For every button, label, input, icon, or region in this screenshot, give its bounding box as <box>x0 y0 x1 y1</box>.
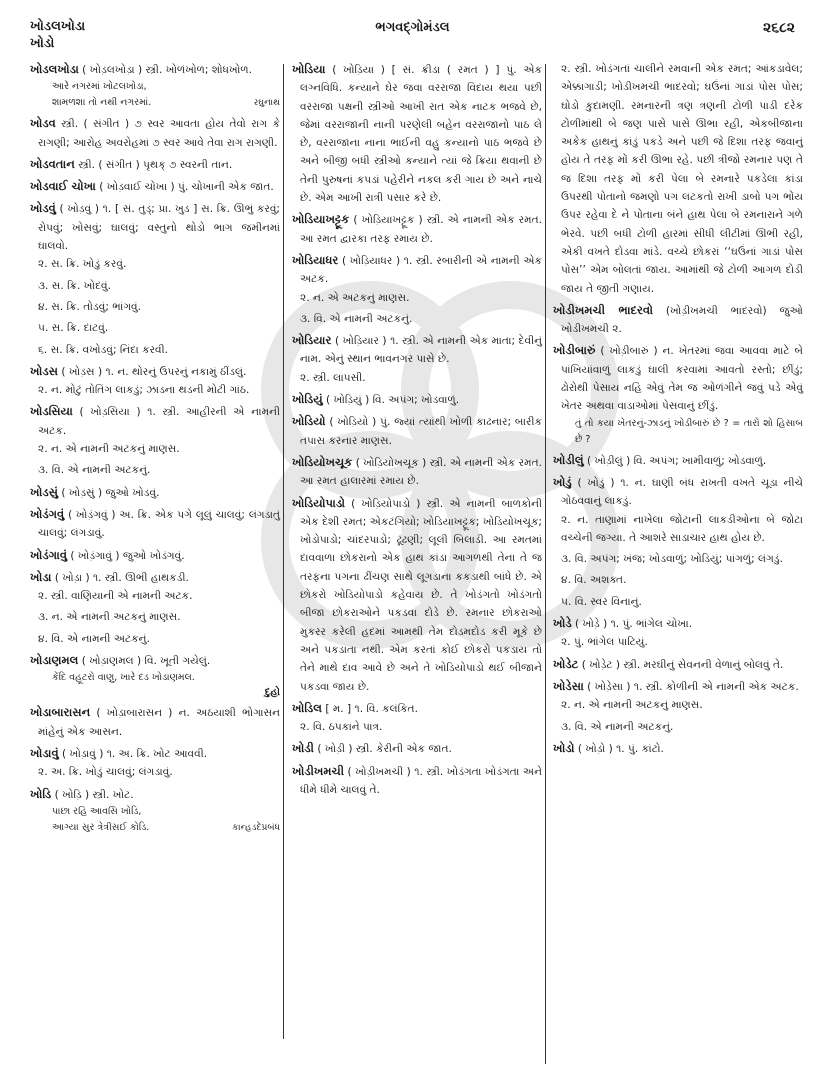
dictionary-entry <box>30 114 280 152</box>
entry-definition <box>553 341 803 415</box>
dictionary-entry <box>553 301 803 339</box>
quote-text: આગ્યા સુર ત્રેત્રીસઈ કોડિ. <box>52 821 150 833</box>
dictionary-entry <box>30 483 280 502</box>
entry-text: ( ખોડ઼ીલું ) વિ. અપંગ; ખામીવાળું; ખોડવાળું. <box>587 454 767 467</box>
entry-sense: ૫. સ. ક્રિ. દાટવું. <box>38 322 109 335</box>
entry-text: ( ખોડ઼ો ) ૧. પું. કાંટો. <box>577 742 664 755</box>
entry-quote-line <box>30 804 280 820</box>
dictionary-entry <box>292 251 542 328</box>
entry-definition <box>292 453 542 491</box>
entry-text: ( ખોડ઼ા ) ૧. સ્ત્રી. ઊભી હાથકડી. <box>54 571 189 584</box>
guide-word-first: ખોડલખોડા <box>30 19 86 34</box>
entry-headword: ખોડીલું <box>553 452 584 467</box>
entry-definition <box>553 677 803 696</box>
entry-text: ( ખોડ઼ું ) ૧. ન. ઘાણી બંધ રાખતી વખતે ચૂડા નીચે ગોઠવવાનું લાકડું. <box>561 476 803 508</box>
page-header <box>0 0 825 56</box>
entry-definition <box>292 412 542 450</box>
entry-definition <box>30 177 280 196</box>
entry-text: (ખોડ઼ીખમચી ભાદરવો) જુઓ ખોડીખમચી ૨. <box>561 304 803 336</box>
entry-text: ( ખોડ઼િ ) સ્ત્રી. ખોટ. <box>54 788 134 801</box>
entry-headword: ખોડસિયા <box>30 404 73 419</box>
quote-text: આરે નગરમાં ખોટલખોડા, <box>52 81 147 93</box>
dictionary-entry <box>292 453 542 491</box>
entry-text: [ મ. ] ૧. વિ. કલંકિત. <box>325 702 418 715</box>
entry-headword: ખોડિયો <box>292 414 326 429</box>
entry-text: ( ખોડ઼ીખમચી ) ૧. સ્ત્રી. ખોડંગતા ખોડંગતા અને ધીમે ધીમે ચાલવું તે. <box>300 765 542 796</box>
entry-definition <box>553 60 803 298</box>
page-title: ભગવદ્ગોમંડલ <box>375 20 450 35</box>
entry-definition <box>553 614 803 633</box>
entry-headword: ખોડો <box>553 740 575 755</box>
entry-text: ( ખોડ઼િયોખચૂક ) સ્ત્રી. એ નામની એક રમત. આ રમત હાલારમાં રમાય છે. <box>300 456 542 488</box>
entry-quote-line <box>30 820 280 836</box>
entry-sense: ૨. ન. મોટું તોતિંગ લાકડું; ઝાડના થડની મોટી ગાંઠ. <box>38 384 250 397</box>
entry-sense: ૪. વિ. અશક્ત. <box>561 574 627 587</box>
dictionary-entry <box>553 677 803 736</box>
entry-sense: ૬. સ. ક્રિ. વખોડવું; નિંદા કરવી. <box>38 343 169 356</box>
dictionary-entry <box>30 505 280 543</box>
entry-definition <box>292 739 542 758</box>
entry-text: સ્ત્રી. ( સંગીત ) ૭ સ્વર આવતા હોય તેવો રાગ કે રાગણી; આરોહ અવરોહમાં ૭ સ્વર આવે તેવા રાગ રાગણી. <box>38 118 280 149</box>
dictionary-entry <box>553 60 803 298</box>
entry-quote-line <box>553 416 803 448</box>
entry-headword: ખોડવતાન <box>30 156 75 171</box>
dictionary-entry <box>292 494 542 696</box>
entry-definition <box>292 390 542 409</box>
entry-definition <box>292 699 542 718</box>
dictionary-entry <box>30 785 280 836</box>
entry-sense: ૨. વિ. ઠપકાને પાત્ર. <box>300 721 383 734</box>
entry-headword: ખોડિ <box>30 786 52 801</box>
entry-sense: ૨. ન. એ નામની અટકનું માણસ. <box>561 699 703 712</box>
entry-definition <box>30 546 280 565</box>
entry-quote-line <box>30 670 280 686</box>
entry-definition <box>30 362 280 381</box>
entry-sense: ૨. સ. ક્રિ. ખોડું કરવું. <box>38 258 127 271</box>
entry-sense: ૨. ન. એ નામની અટકનું માણસ. <box>38 443 180 456</box>
dictionary-entry <box>292 210 542 248</box>
entry-quote-line <box>30 95 280 111</box>
entry-text: ( ખોડ઼ીબારું ) ન. ખેતરમાં જવા આવવા માટે બે પાંખિયાંવાળું લાકડું ઘાલી કરવામાં આવતો રસ્તો; છીંડું; ઢોરોથી પેસાય નહિ એવું તેમ જ ઓળંગીને જવું પડે એવું ખેતર અથવા વાડાઓમાં પેસવાનું છીંડું. <box>561 345 803 413</box>
entry-text: ( ખોડ઼વું ) ૧. [ સં. તુડ્; પ્રા. ખુડ ] સ. ક્રિ. ઊભું કરવું; રોપવું; ખોસવું; ઘાલવું; વસ્તુનો થોડો ભાગ જમીનમાં ઘાલવો. <box>38 203 280 253</box>
entry-definition <box>30 744 280 763</box>
entry-sense: ૩. સ. ક્રિ. ખોદવું. <box>38 279 111 292</box>
entry-headword: ખોડિયું <box>292 392 323 407</box>
entry-sense: ૫. વિ. સ્વર વિનાનું. <box>561 595 642 608</box>
dictionary-entry <box>292 762 542 800</box>
entry-text: ( ખોડ઼ાવું ) ૧. અ. ક્રિ. ખોટ આવવી. <box>62 747 208 760</box>
page-number: ૨૬૮૨ <box>763 20 795 36</box>
entry-text: ( ખોડ઼િયાખટ્ટૂક ) સ્ત્રી. એ નામની એક રમત. આ રમત દ્વારકા તરફ રમાય છે. <box>300 214 542 245</box>
dictionary-entry <box>30 155 280 174</box>
dictionary-entry <box>30 651 280 700</box>
entry-definition <box>30 402 280 440</box>
dictionary-entry <box>292 331 542 387</box>
entry-text: ( ખોડ઼ે ) ૧. પું. ભાંગેલ ચોખા. <box>575 618 693 631</box>
entry-headword: ખોડા <box>30 569 52 584</box>
dictionary-entry <box>553 473 803 611</box>
entry-definition <box>292 762 542 800</box>
entry-text: ૨. સ્ત્રી. ખોડંગતાં ચાલીને રમવાની એક રમત; આંકડાવેલ; એક્કાગાડી; ખોડીખમચી ભાદરવો; ઘઉંનાં ગાડાં પોસ પોસ; ઘોડો કુદામણી. રમનારની ત્રણ ત્રણની ટોળી પાડી દરેક ટોળીમાંથી બે જણ પાસે પાસે ઊભા રહી, એકબીજાના અકેક હાથનું કાંડું પકડે અને પછી જે દિશા તરફ જવાનું હોય તે તરફ મોં કરી ઊભા રહે. પછી ત્રીજો રમનાર પણ તે જ દિશા તરફ મોં કરી પેલા બે રમનારે પકડેલા કાંડા ઉપરથી પોતાનો જમણો પગ લટકતો રાખી ડાબો પગ ભોંય ઉપર રહેવા દે ને પોતાના બંને હાથ પેલા બે રમનારાને ગળે ભેરવે. પછી બધી ટોળી હારમાં સીધી લીટીમાં ઊભી રહી, એકી વખતે દોડવા માંડે. વચ્ચે છોકરાં ‘‘ઘઉંનાં ગાડાં પોસ પોસ’’ એમ બોલતાં જાય. આમાંથી જે ટોળી આગળ દોડી જાય તે જીતી ગણાય. <box>561 63 803 295</box>
entry-definition <box>553 739 803 758</box>
column-3 <box>553 60 803 761</box>
dictionary-entry <box>292 390 542 409</box>
entry-headword: ખોડંગાવું <box>30 547 68 562</box>
dictionary-entry <box>30 703 280 741</box>
dictionary-entry <box>292 60 542 207</box>
entry-headword: ખોડિયાખટ્ટૂક <box>292 212 350 227</box>
entry-headword: ખોડેટ <box>553 656 579 671</box>
dictionary-entry <box>292 699 542 737</box>
entry-text: ( ખોડ઼િયાર ) ૧. સ્ત્રી. એ નામની એક માતા; દેવીનું નામ. એનું સ્થાન ભાવનગર પાસે છે. <box>300 335 542 366</box>
entry-sense: ૨. ન. એ અટકનું માણસ. <box>300 291 410 304</box>
entry-headword: ખોડિયાધર <box>292 252 339 267</box>
quote-tag: દુહો <box>264 687 280 699</box>
entry-headword: ખોડિયા <box>292 62 326 76</box>
entry-text: ( ખોડ઼ાણમલ ) વિ. ખૂતી ગયેલું. <box>81 655 211 668</box>
dictionary-entry <box>30 60 280 111</box>
entry-sense: ૩. ન. એ નામની અટકનું માણસ. <box>38 611 181 624</box>
entry-quote-line <box>30 79 280 95</box>
entry-definition <box>30 568 280 587</box>
entry-sense: ૨. અ. ક્રિ. ખોડું ચાલવું; લંગડાવું. <box>38 766 173 779</box>
entry-text: ( ખોડ઼સિયા ) ૧. સ્ત્રી. આહીરની એ નામની અટક. <box>38 406 280 437</box>
dictionary-entry <box>553 655 803 674</box>
dictionary-entry <box>553 614 803 652</box>
entry-sense: ૩. વિ. એ નામની અટકનું. <box>561 720 674 733</box>
entry-headword: ખોડસ <box>30 363 58 378</box>
entry-text: સ્ત્રી. ( સંગીત ) પૃથક્ ૭ સ્વરની તાન. <box>78 158 233 171</box>
entry-definition <box>30 199 280 255</box>
entry-text: ( ખોડ઼ેસા ) ૧. સ્ત્રી. કોળીની એ નામની એક અટક. <box>587 680 799 693</box>
entry-headword: ખોડવ <box>30 116 56 131</box>
entry-sense: ૩. વિ. અપંગ; ખંજ; ખોડવાળું; ખોડિયું; પાંગળું; લંગડું. <box>561 553 783 566</box>
entry-text: ( ખોડ઼ંગવું ) અ. ક્રિ. એક પગે લૂલું ચાલવું; લંગડાતું ચાલવું; લંગડાવું. <box>38 508 280 540</box>
dictionary-entry <box>292 412 542 450</box>
quote-text: કેંદિ વહૂટરો વાણુ, ખારે દડ ખોડાણમલ. <box>52 672 195 684</box>
entry-text: ( ખોડ઼વાઈ ચોખા ) પું. ચોખાની એક જાત. <box>99 181 274 194</box>
entry-definition <box>30 483 280 502</box>
dictionary-entry <box>553 341 803 447</box>
entry-headword: ખોડંગવું <box>30 506 65 521</box>
quote-source: કાન્હડદેપ્રબંધ <box>232 822 280 833</box>
quote-source: રઘુનાથ <box>253 98 280 109</box>
entry-definition <box>30 785 280 804</box>
column-2 <box>292 60 542 802</box>
entry-headword: ખોડિયાર <box>292 333 332 348</box>
entry-headword: ખોડિલ <box>292 700 322 715</box>
dictionary-entry <box>553 739 803 758</box>
entry-headword: ખોડાવું <box>30 745 59 760</box>
quote-text: પાછા રહિ આવસિ ખોડિ, <box>52 805 142 817</box>
entry-text: ( ખોડ઼સું ) જુઓ ખોડવું. <box>61 486 160 499</box>
entry-headword: ખોડલખોડા <box>30 62 79 76</box>
entry-text: ( ખોડ઼લખોડ઼ા ) સ્ત્રી. ખોળંખોળ; શોધખોળ. <box>82 64 253 76</box>
entry-headword: ખોડે <box>553 616 572 631</box>
column-divider <box>545 64 546 1064</box>
entry-definition <box>30 651 280 670</box>
dictionary-entry <box>30 546 280 565</box>
quote-text: તું તો કયા ખેતરનું-ઝાડનું ખોડીબારું છે ? = તારો શો હિસાબ છે ? <box>575 417 803 445</box>
entry-text: ( ખોડ઼િયું ) વિ. અપંગ; ખોડવાળું. <box>326 394 460 407</box>
guide-word-last: ખોડો <box>30 36 55 51</box>
entry-headword: ખોડસું <box>30 484 58 499</box>
entry-headword: ખોડીબારું <box>553 343 596 358</box>
entry-sense: ૪. સ. ક્રિ. તોડવું; ભાંગવું. <box>38 300 142 313</box>
entry-definition <box>553 655 803 674</box>
entry-definition <box>553 301 803 339</box>
dictionary-entry <box>30 362 280 400</box>
entry-text: ( ખોડ઼િયો ) પું. જ્યાં ત્યાંથી ખોળી કાઢનાર; બારીક તપાસ કરનાર માણસ. <box>300 416 542 447</box>
dictionary-entry <box>30 199 280 358</box>
entry-headword: ખોડિયોખચૂક <box>292 454 353 469</box>
entry-headword: ખોડું <box>553 474 572 489</box>
column-divider <box>283 64 284 1039</box>
entry-text: ( ખોડ઼ંગાવું ) જુઓ ખોડંગવું. <box>70 549 185 562</box>
entry-definition <box>292 251 542 289</box>
entry-sense: ૪. વિ. એ નામની અટકનું. <box>38 632 150 645</box>
entry-headword: ખોડી <box>292 741 314 756</box>
entry-text: ( ખોડ઼સ ) ૧. ન. થોરનું ઉપરનું નકામું ઠીંડલું. <box>61 365 247 378</box>
entry-headword: ખોડાબારાસન <box>30 705 91 720</box>
entry-definition <box>553 451 803 470</box>
entry-definition <box>30 155 280 174</box>
entry-headword: ખોડીખમચી <box>292 763 344 778</box>
dictionary-entry <box>553 451 803 470</box>
dictionary-entry <box>30 402 280 479</box>
entry-sense: ૩. વિ. એ નામની અટકનું. <box>38 464 151 477</box>
entry-sense: ૨. સ્ત્રી. લાપસી. <box>300 371 366 384</box>
entry-text: ( ખોડ઼ાબારાસન ) ન. અઠયાશી ભોગાસન માંહેનું એક આસન. <box>38 707 281 738</box>
entry-sense: ૨. પું. ભાંગેલ પાટિયું. <box>561 636 648 649</box>
entry-definition <box>292 494 542 696</box>
entry-sense: ૩. વિ. એ નામની અટકનું. <box>300 312 413 325</box>
entry-text: ( ખોડ઼ી ) સ્ત્રી. કેરીની એક જાત. <box>317 743 452 756</box>
quote-text: શામળશા તો નથી નગરમાં. <box>52 97 152 109</box>
entry-definition <box>553 473 803 511</box>
entry-definition <box>30 114 280 152</box>
entry-text: ( ખોડ઼િયોપાડો ) સ્ત્રી. એ નામની બાળકોની એક દેશી રમત; એકટંગિયો; ખોડિયાખટ્ટૂક; ખોડિયોખચૂક; ખોડોપાડો; ચાંદરપાડો; ઢૂંઢણી; લૂલી બિલાડી. આ રમતમાં દાવવાળા છોકરાનો એક હાથ કાંડા આગળથી તેના તે જ તરફના પગના ઢીંચણ સાથે લૂગડાના કકડાથી બાંધે છે. એ છોકરો ખોડિયોપાડો કહેવાય છે. તે ખોડંગતો ખોડંગતો બીજા છોકરાઓને પકડવા દોડે છે. રમનાર છોકરાઓ મુકરર કરેલી હદમાં આમથી તેમ દોડમદોડ કરી મૂકે છે અને પકડાતા નથી. એમ કરતાં કોઈ છોકરો પકડાય તો તેને માથે દાવ આવે છે અને તે ખોડિયોપાડો થઈ બીજાને પકડવા જાય છે. <box>300 497 543 693</box>
entry-definition <box>292 210 542 248</box>
entry-definition <box>30 703 280 741</box>
dictionary-entry <box>30 177 280 196</box>
entry-definition <box>292 60 542 207</box>
entry-headword: ખોડેસા <box>553 678 584 693</box>
dictionary-entry <box>30 744 280 782</box>
entry-sense: ૨. સ્ત્રી. વાણિયાની એ નામની અટક. <box>38 590 193 603</box>
entry-definition <box>292 331 542 369</box>
entry-headword: ખોડિયોપાડો <box>292 495 346 510</box>
entry-text: ( ખોડ઼ેટ ) સ્ત્રી. મરઘીનું સેવનની વેળાનું બોલવું તે. <box>581 658 784 671</box>
dictionary-entry <box>30 568 280 648</box>
entry-headword: ખોડવું <box>30 201 56 216</box>
entry-headword: ખોડાણમલ <box>30 653 79 668</box>
entry-text: ( ખોડ઼િયા ) [ સં. ક્રીડા ( રમત ) ] પું. એક લગ્નવિધિ. કન્યાને ઘેર જવા વરરાજા વિદાય થયા પછી વરરાજા પક્ષની સ્ત્રીઓ આખી રાત એક નાટક ભજવે છે, જેમાં વરરાજાની નાની પરણેલી બહેન વરરાજાનો પાઠ લે છે, વરરાજાના નાના ભાઈની વહુ કન્યાનો પાઠ ભજવે છે અને બીજી બધી સ્ત્રીઓ કન્યાને ત્યાં જે ક્રિયા થવાની છે તેની પુરુષનાં કપડાં પહેરીને નકલ કરી ગાય છે અને નાચે છે. એમ આખી રાત્રી પસાર કરે છે. <box>300 64 542 205</box>
entry-text: ( ખોડ઼િયાધર ) ૧. સ્ત્રી. રબારીની એ નામની એક અટક. <box>300 254 542 286</box>
entry-definition <box>30 60 280 79</box>
entry-definition <box>30 505 280 543</box>
entry-headword: ખોડીખમચી ભાદરવો <box>553 302 653 317</box>
dictionary-entry <box>292 739 542 758</box>
column-1 <box>30 60 280 839</box>
entry-headword: ખોડવાઈ ચોખા <box>30 179 96 194</box>
entry-sense: ૨. ન. તાણામાં નાખેલા જોટાની લાકડીઓના બે જોટા વચ્ચેની જગ્યા. તે આશરે સાડાચાર હાથ હોય છે. <box>561 513 803 544</box>
